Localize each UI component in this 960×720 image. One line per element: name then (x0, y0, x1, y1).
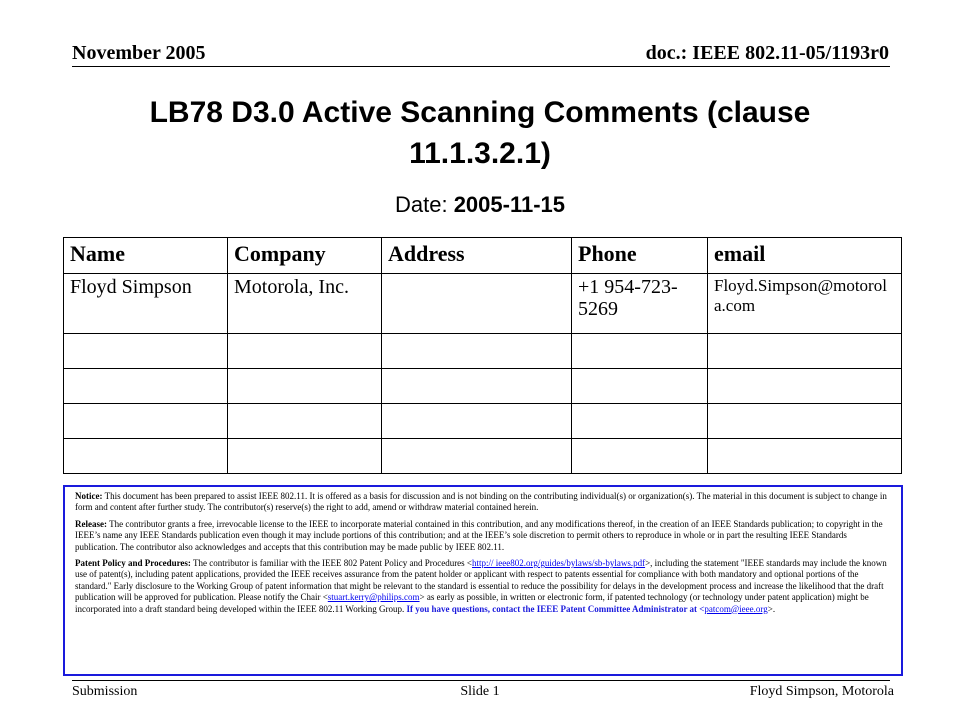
table-cell (708, 404, 902, 439)
col-header-email: email (708, 238, 902, 274)
table-cell (382, 334, 572, 369)
table-cell (572, 369, 708, 404)
table-cell (228, 404, 382, 439)
col-header-name: Name (64, 238, 228, 274)
authors-header-row (64, 238, 902, 274)
table-cell (64, 369, 228, 404)
slide-title: LB78 D3.0 Active Scanning Comments (clause 11.1.3.2.1) (149, 96, 811, 170)
table-row (64, 274, 902, 334)
date-line (90, 192, 870, 218)
footer-rule (72, 680, 890, 681)
footer-submission: Submission (72, 684, 138, 699)
header-rule (72, 66, 890, 67)
date-label: Date: (394, 192, 454, 217)
patent-text-4: >. (767, 603, 776, 614)
footer-author: Floyd Simpson, Motorola (749, 684, 894, 699)
col-header-company: Company (228, 238, 382, 274)
notice-box (63, 485, 903, 676)
table-cell (708, 369, 902, 404)
author-name: Floyd Simpson (64, 274, 228, 334)
footer-slide-number: Slide 1 (460, 684, 500, 699)
table-cell (228, 439, 382, 474)
release-label: Release: (75, 518, 107, 529)
table-row (64, 439, 902, 474)
table-cell (228, 369, 382, 404)
notice-text: This document has been prepared to assist IEEE 802.11. It is offered as a basis for discussion and is not binding on the contributing individual(s) or organization(s). The material in this document is subject to change in form and content after further study. The contributor(s) reserve(s) the right to add, amend or withdraw material contained herein. (75, 491, 887, 513)
patcom-email-link[interactable]: patcom@ieee.org (704, 603, 768, 614)
header-date: November 2005 (72, 42, 206, 64)
table-cell (708, 334, 902, 369)
patent-text-1: The contributor is familiar with the IEEE 802 Patent Policy and Procedures < (193, 558, 473, 569)
table-cell (708, 439, 902, 474)
release-text: The contributor grants a free, irrevocable license to the IEEE to incorporate material contained in this contribution, and any modifications thereof, in the creation of an IEEE Standards publication; to copyright in the IEEE’s name any IEEE Standards publication even though it may include portions of this contribution; and at the IEEE’s sole discretion to permit others to reproduce in whole or in part the resulting IEEE Standards publication. The contributor also acknowledges and accepts that this contribution may be made public by IEEE 802.11. (75, 518, 883, 552)
col-header-address: Address (382, 238, 572, 274)
table-cell (382, 404, 572, 439)
table-cell (64, 439, 228, 474)
table-row (64, 369, 902, 404)
release-paragraph (75, 519, 891, 553)
author-company: Motorola, Inc. (228, 274, 382, 334)
questions-text: If you have questions, contact the IEEE Patent Committee Administrator at < (406, 603, 705, 614)
author-phone: +1 954-723-5269 (572, 274, 708, 334)
col-header-phone: Phone (572, 238, 708, 274)
patent-policy-link[interactable]: http:// ieee802.org/guides/bylaws/sb-bylaws.pdf (472, 558, 646, 569)
table-cell (64, 404, 228, 439)
table-row (64, 334, 902, 369)
chair-email-link[interactable]: stuart.kerry@philips.com (327, 592, 420, 603)
patent-text-3: > as early as possible, in written or electronic form, if patented technology (or technology under patent application) might be incorporated into a draft standard being developed within the IEEE 802.11 Working Group. (75, 592, 869, 614)
patent-label: Patent Policy and Procedures: (75, 558, 191, 569)
authors-table (63, 237, 902, 474)
patent-paragraph (75, 558, 891, 615)
table-cell (64, 334, 228, 369)
table-cell (382, 439, 572, 474)
table-cell (572, 334, 708, 369)
table-cell (572, 404, 708, 439)
table-row (64, 404, 902, 439)
author-address (382, 274, 572, 334)
author-email: Floyd.Simpson@motorola.com (708, 274, 902, 334)
table-cell (572, 439, 708, 474)
table-cell (228, 334, 382, 369)
notice-label: Notice: (75, 491, 103, 501)
date-value: 2005-11-15 (453, 192, 566, 217)
header-doc-id: doc.: IEEE 802.11-05/1193r0 (645, 42, 889, 64)
patent-text-2: >, including the statement "IEEE standards may include the known use of patent(s), including patent applications, provided the IEEE receives assurance from the patent holder or applicant with respect to patents essential for compliance with both mandatory and optional portions of the standard." Early disclosure to the Working Group of patent information that might be relevant to the standard is essential to reduce the possibility for delays in the development process and increase the likelihood that the draft publication will be approved for publication. Please notify the Chair < (75, 558, 887, 603)
notice-paragraph (75, 491, 891, 514)
table-cell (382, 369, 572, 404)
